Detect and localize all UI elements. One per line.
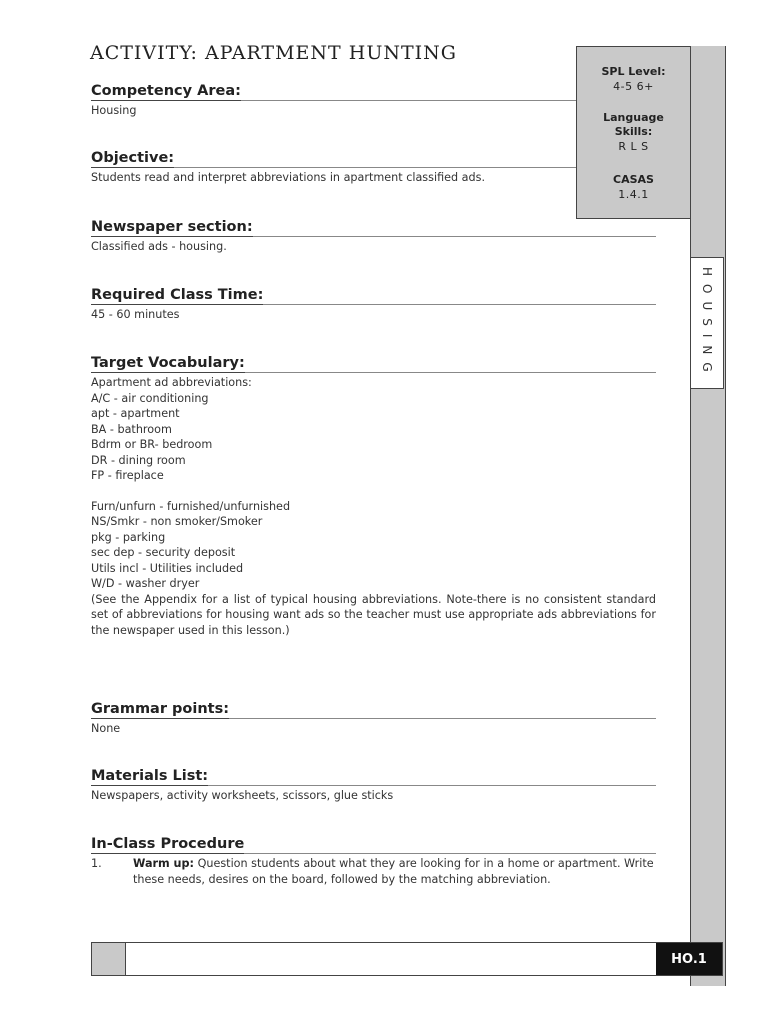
casas-value: 1.4.1	[618, 188, 649, 201]
procedure-step	[91, 856, 656, 887]
step-content	[133, 856, 656, 887]
level-info-box	[576, 46, 690, 219]
vocabulary-item: DR - dining room	[91, 453, 186, 467]
handout-code: HO.1	[656, 943, 722, 975]
casas-label: CASAS	[613, 173, 654, 186]
step-text: Question students about what they are looking for in a home or apartment. Write these needs, desires on the board, followed by the matching abbreviation.	[133, 857, 654, 886]
procedure-section	[91, 836, 656, 887]
side-strip	[690, 46, 726, 986]
housing-tab-label: HOUSING	[700, 266, 714, 380]
language-skills-value: R L S	[618, 140, 649, 153]
vocabulary-item: Bdrm or BR- bedroom	[91, 438, 213, 451]
vocabulary-item: apt - apartment	[91, 407, 180, 420]
heading-rule	[241, 99, 576, 101]
page-title: ACTIVITY: APARTMENT HUNTING	[90, 42, 457, 64]
heading-rule	[245, 371, 656, 373]
footer-bar	[91, 942, 723, 976]
competency-heading: Competency Area:	[91, 83, 241, 99]
objective-heading-row	[91, 150, 576, 168]
vocabulary-item: Utils incl - Utilities included	[91, 561, 244, 575]
heading-rule	[174, 166, 576, 168]
materials-text: Newspapers, activity worksheets, scissors, glue sticks	[91, 789, 394, 802]
vocabulary-item: NS/Smkr - non smoker/Smoker	[91, 515, 263, 528]
objective-heading: Objective:	[91, 150, 175, 166]
vocabulary-note: (See the Appendix for a list of typical housing abbreviations. Note-there is no consistent standard set of abbreviations for housing want ads so the teacher must use appropriate ads abbreviations for the newspaper used in this lesson.)	[91, 592, 656, 637]
vocabulary-heading: Target Vocabulary:	[91, 355, 245, 371]
footer-grey-block	[92, 943, 126, 975]
competency-section	[91, 83, 576, 119]
competency-text: Housing	[91, 104, 137, 117]
spl-level-label: SPL Level:	[601, 65, 666, 78]
grammar-heading-row	[91, 701, 656, 719]
heading-rule	[263, 303, 656, 305]
vocabulary-item: pkg - parking	[91, 530, 166, 544]
materials-section	[91, 768, 656, 804]
newspaper-text: Classified ads - housing.	[91, 240, 227, 253]
language-skills-label-2: Skills:	[614, 125, 653, 138]
step-number: 1.	[91, 857, 102, 870]
materials-heading-row	[91, 768, 656, 786]
vocabulary-item: A/C - air conditioning	[91, 391, 209, 405]
objective-section	[91, 150, 576, 186]
housing-tab	[690, 257, 724, 389]
newspaper-heading: Newspaper section:	[91, 219, 253, 235]
vocabulary-list-1	[91, 391, 656, 484]
heading-rule	[244, 852, 656, 854]
vocabulary-item: sec dep - security deposit	[91, 546, 236, 559]
competency-heading-row	[91, 83, 576, 101]
vocabulary-section	[91, 355, 656, 638]
procedure-heading: In-Class Procedure	[91, 836, 245, 852]
step-label: Warm up:	[133, 857, 195, 870]
class-time-section	[91, 287, 656, 323]
vocabulary-item: BA - bathroom	[91, 422, 172, 436]
newspaper-section	[91, 219, 656, 255]
procedure-heading-row	[91, 836, 656, 854]
grammar-section	[91, 701, 656, 737]
objective-text: Students read and interpret abbreviations in apartment classified ads.	[91, 171, 485, 184]
vocabulary-list-2	[91, 499, 656, 592]
vocabulary-intro: Apartment ad abbreviations:	[91, 376, 252, 389]
class-time-text: 45 - 60 minutes	[91, 308, 180, 321]
newspaper-heading-row	[91, 219, 656, 237]
spl-level-value: 4-5 6+	[613, 80, 654, 93]
grammar-text: None	[91, 722, 121, 735]
class-time-heading: Required Class Time:	[91, 287, 264, 303]
materials-heading: Materials List:	[91, 768, 209, 784]
vocabulary-item: W/D - washer dryer	[91, 577, 200, 590]
grammar-heading: Grammar points:	[91, 701, 230, 717]
vocabulary-heading-row	[91, 355, 656, 373]
language-skills-label: Language	[603, 111, 664, 124]
spacer	[91, 484, 656, 499]
heading-rule	[208, 784, 656, 786]
heading-rule	[253, 235, 656, 237]
vocabulary-item: Furn/unfurn - furnished/unfurnished	[91, 499, 291, 513]
vocabulary-item: FP - fireplace	[91, 469, 164, 482]
class-time-heading-row	[91, 287, 656, 305]
heading-rule	[229, 717, 656, 719]
